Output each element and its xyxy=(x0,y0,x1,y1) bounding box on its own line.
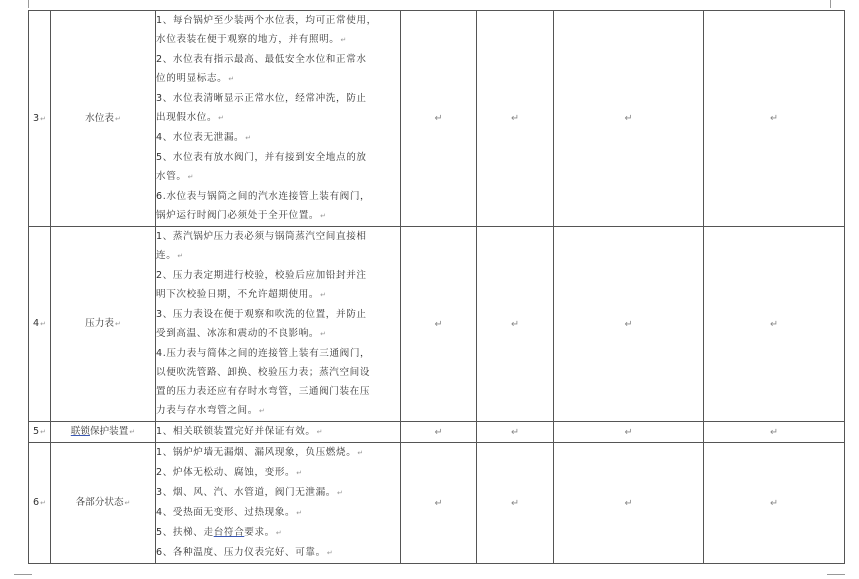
empty-cell[interactable]: ↵ xyxy=(554,227,704,422)
requirement-line: 1、每台锅炉至少装两个水位表，均可正常使用， xyxy=(156,15,377,26)
requirement-line: 以便吹洗管路、卸换、校验压力表；蒸汽空间设 xyxy=(156,367,371,378)
table-row xyxy=(29,227,845,422)
requirement-line: 4.压力表与简体之间的连接管上装有三通阀门， xyxy=(156,348,371,359)
requirement-line: 力表与存水弯管之间。↵ xyxy=(156,405,266,416)
row-number: 3↵ xyxy=(29,11,51,227)
table-row xyxy=(29,422,845,443)
crop-mark xyxy=(830,0,845,8)
requirement-line: 出现假水位。↵ xyxy=(156,112,225,123)
requirement-line: 明下次校验日期，不允许超期使用。↵ xyxy=(156,289,327,300)
empty-cell[interactable]: ↵ xyxy=(554,443,704,564)
item-name: 压力表↵ xyxy=(51,227,156,422)
table-row xyxy=(29,11,845,227)
empty-cell[interactable]: ↵ xyxy=(401,422,477,443)
requirements-cell xyxy=(156,443,401,564)
requirement-line: 3、烟、风、汽、水管道，阀门无泄漏。↵ xyxy=(156,487,344,498)
requirement-line: 受到高温、冰冻和震动的不良影响。↵ xyxy=(156,328,327,339)
requirement-line: 6、各种温度、压力仪表完好、可靠。↵ xyxy=(156,547,334,558)
requirement-line: 2、压力表定期进行校验，校验后应加铅封并注 xyxy=(156,270,367,281)
requirement-line: 1、锅炉炉墙无漏烟、漏风现象，负压燃烧。↵ xyxy=(156,447,364,458)
requirement-line: 4、受热面无变形、过热现象。↵ xyxy=(156,507,303,518)
empty-cell[interactable]: ↵ xyxy=(704,443,845,564)
table-row xyxy=(29,443,845,564)
requirement-line: 3、水位表清晰显示正常水位，经常冲洗，防止 xyxy=(156,93,367,104)
empty-cell[interactable]: ↵ xyxy=(477,443,554,564)
empty-cell[interactable]: ↵ xyxy=(477,11,554,227)
empty-cell[interactable]: ↵ xyxy=(704,11,845,227)
empty-cell[interactable]: ↵ xyxy=(704,422,845,443)
requirement-line: 1、相关联锁装置完好并保证有效。↵ xyxy=(156,426,324,437)
crop-mark xyxy=(14,574,32,579)
requirements-cell xyxy=(156,11,401,227)
crop-mark xyxy=(827,574,845,579)
requirement-line: 水管。↵ xyxy=(156,171,195,182)
row-number: 5↵ xyxy=(29,422,51,443)
item-name: 各部分状态↵ xyxy=(51,443,156,564)
requirement-line: 2、水位表有指示最高、最低安全水位和正常水 xyxy=(156,54,367,65)
inspection-table xyxy=(28,10,845,564)
requirement-line: 4、水位表无泄漏。↵ xyxy=(156,132,252,143)
requirement-line: 3、压力表设在便于观察和吹洗的位置，并防止 xyxy=(156,309,367,320)
requirement-line: 2、炉体无松动、腐蚀，变形。↵ xyxy=(156,467,303,478)
crop-mark xyxy=(14,0,29,8)
empty-cell[interactable]: ↵ xyxy=(401,11,477,227)
empty-cell[interactable]: ↵ xyxy=(477,422,554,443)
requirement-line: 水位表装在便于观察的地方，并有照明。↵ xyxy=(156,34,347,45)
requirement-line: 锅炉运行时阀门必须处于全开位置。↵ xyxy=(156,210,327,221)
item-name: 水位表↵ xyxy=(51,11,156,227)
empty-cell[interactable]: ↵ xyxy=(554,422,704,443)
requirement-line: 置的压力表还应有存时水弯管，三通阀门装在压 xyxy=(156,386,371,397)
requirement-line: 1、蒸汽锅炉压力表必须与锅筒蒸汽空间直接相 xyxy=(156,231,367,242)
item-name: 联锁保护装置↵ xyxy=(51,422,156,443)
row-number: 4↵ xyxy=(29,227,51,422)
empty-cell[interactable]: ↵ xyxy=(477,227,554,422)
row-number: 6↵ xyxy=(29,443,51,564)
empty-cell[interactable]: ↵ xyxy=(554,11,704,227)
empty-cell[interactable]: ↵ xyxy=(401,227,477,422)
requirements-cell xyxy=(156,422,401,443)
requirement-line: 连。↵ xyxy=(156,250,184,261)
requirements-cell xyxy=(156,227,401,422)
requirement-line: 6.水位表与锅筒之间的汽水连接管上装有阀门， xyxy=(156,191,371,202)
requirement-line: 5、扶梯、走台符合要求。↵ xyxy=(156,527,283,538)
requirement-line: 位的明显标志。↵ xyxy=(156,73,235,84)
empty-cell[interactable]: ↵ xyxy=(401,443,477,564)
requirement-line: 5、水位表有放水阀门，并有接到安全地点的放 xyxy=(156,152,367,163)
empty-cell[interactable]: ↵ xyxy=(704,227,845,422)
